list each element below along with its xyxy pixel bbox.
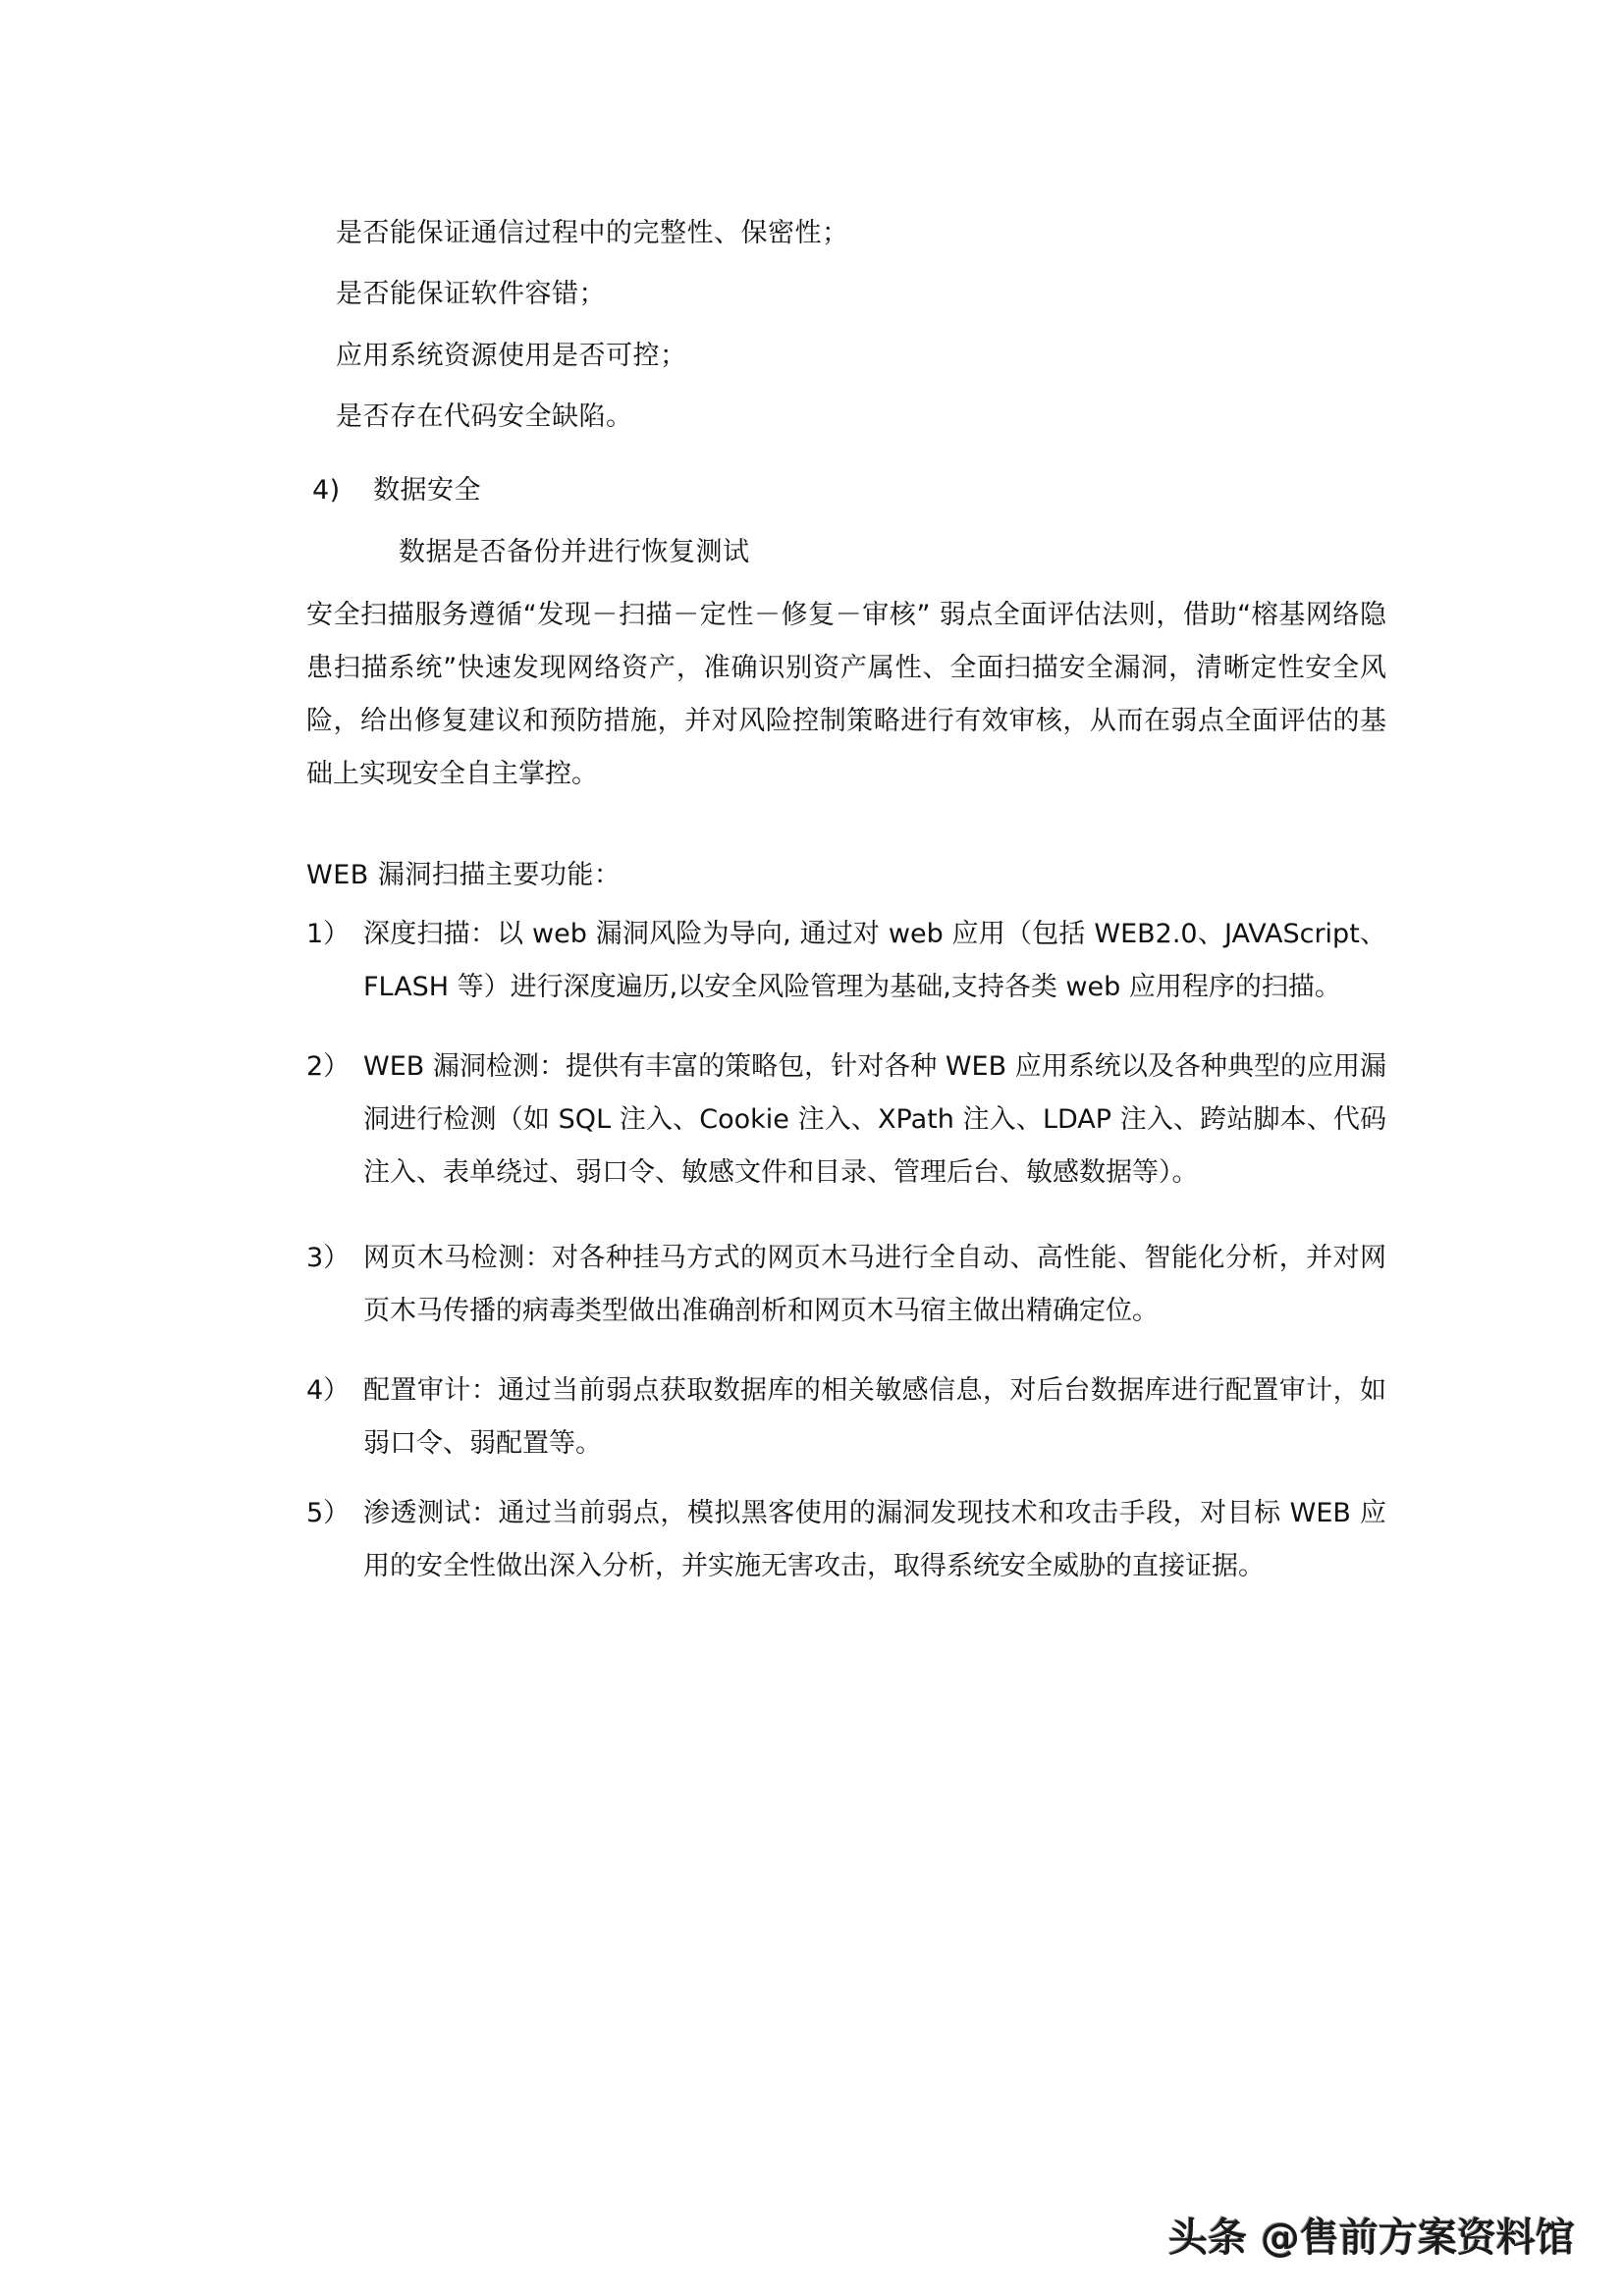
functions-heading: WEB 漏洞扫描主要功能： (306, 860, 622, 890)
item-text: 配置审计：通过当前弱点获取数据库的相关敏感信息，对后台数据库进行配置审计，如弱口令、弱配置等。 (363, 1375, 1386, 1459)
item-text: 深度扫描：以 web 漏洞风险为导向, 通过对 web 应用（包括 WEB2.0、JAVAScript、FLASH 等）进行深度遍历,以安全风险管理为基础,支持各类 web 应用程序的扫描。 (363, 919, 1386, 1002)
item-number: 4） (306, 1375, 351, 1406)
watermark: 头条 @售前方案资料馆 (1168, 2216, 1575, 2261)
item-number: 5） (306, 1498, 351, 1528)
item-text: WEB 漏洞检测：提供有丰富的策略包，针对各种 WEB 应用系统以及各种典型的应用漏洞进行检测（如 SQL 注入、Cookie 注入、XPath 注入、LDAP 注入、跨站脚本、代码注入、表单绕过、弱口令、敏感文件和目录、管理后台、敏感数据等）。 (363, 1051, 1386, 1188)
intro-paragraph: 安全扫描服务遵循“发现－扫描－定性－修复－审核” 弱点全面评估法则，借助“榕基网络隐患扫描系统”快速发现网络资产，准确识别资产属性、全面扫描安全漏洞，清晰定性安全风险，给出修复建议和预防措施，并对风险控制策略进行有效审核，从而在弱点全面评估的基础上实现安全自主掌控。 (306, 600, 1386, 789)
item-number: 1） (306, 919, 351, 949)
item-text: 渗透测试：通过当前弱点，模拟黑客使用的漏洞发现技术和攻击手段，对目标 WEB 应用的安全性做出深入分析，并实施无害攻击，取得系统安全威胁的直接证据。 (363, 1498, 1386, 1581)
item-number: 3） (306, 1243, 351, 1273)
function-item (306, 1364, 1386, 1470)
check-item: 是否能保证软件容错； (336, 279, 606, 309)
check-item: 应用系统资源使用是否可控； (336, 341, 687, 371)
item-text: 网页木马检测：对各种挂马方式的网页木马进行全自动、高性能、智能化分析，并对网页木马传播的病毒类型做出准确剖析和网页木马宿主做出精确定位。 (363, 1243, 1386, 1326)
section-number: 4) (312, 475, 341, 506)
function-item (306, 1232, 1386, 1338)
section-item: 数据是否备份并进行恢复测试 (399, 537, 750, 567)
function-item (306, 908, 1386, 1014)
function-item (306, 1041, 1386, 1200)
item-number: 2） (306, 1051, 351, 1082)
check-item: 是否存在代码安全缺陷。 (336, 401, 633, 432)
section-title: 数据安全 (373, 475, 481, 506)
check-item: 是否能保证通信过程中的完整性、保密性； (336, 218, 849, 248)
function-item (306, 1487, 1386, 1593)
